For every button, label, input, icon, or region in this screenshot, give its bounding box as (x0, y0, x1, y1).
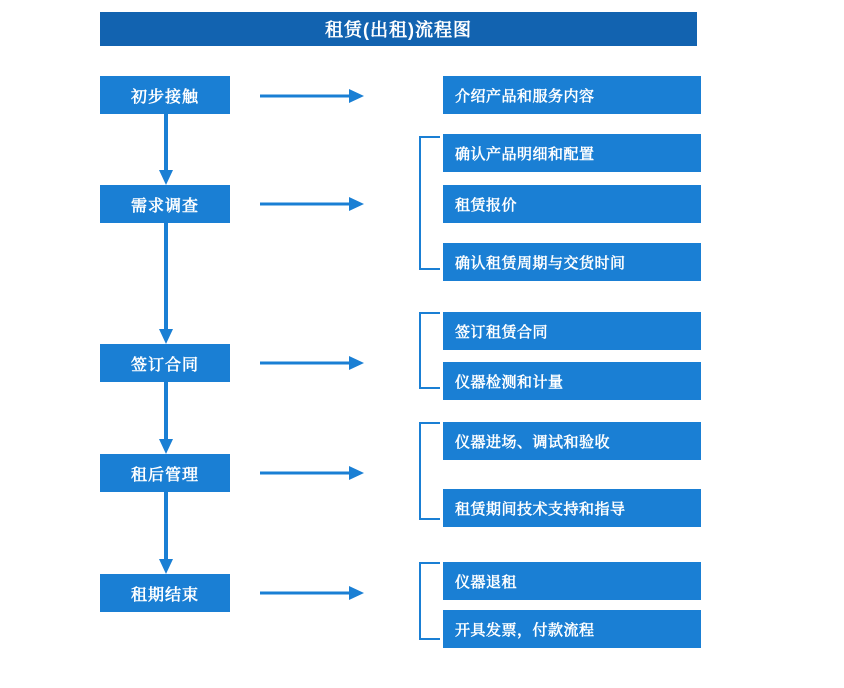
horizontal-arrow-5 (260, 585, 364, 601)
detail-box-6[interactable]: 仪器检测和计量 (443, 362, 701, 400)
stage-box-1[interactable]: 初步接触 (100, 76, 230, 114)
group-bracket-3 (418, 312, 440, 389)
stage-box-3[interactable]: 签订合同 (100, 344, 230, 382)
stage-box-5[interactable]: 租期结束 (100, 574, 230, 612)
vertical-arrow-3 (158, 382, 174, 454)
detail-box-4[interactable]: 确认租赁周期与交货时间 (443, 243, 701, 281)
group-bracket-5 (418, 562, 440, 640)
vertical-arrow-4 (158, 492, 174, 574)
group-bracket-4 (418, 422, 440, 520)
detail-box-5[interactable]: 签订租赁合同 (443, 312, 701, 350)
detail-box-2[interactable]: 确认产品明细和配置 (443, 134, 701, 172)
detail-box-8[interactable]: 租赁期间技术支持和指导 (443, 489, 701, 527)
chart-title: 租赁(出租)流程图 (100, 12, 697, 46)
horizontal-arrow-3 (260, 355, 364, 371)
group-bracket-2 (418, 136, 440, 270)
detail-box-1[interactable]: 介绍产品和服务内容 (443, 76, 701, 114)
detail-box-7[interactable]: 仪器进场、调试和验收 (443, 422, 701, 460)
detail-box-3[interactable]: 租赁报价 (443, 185, 701, 223)
horizontal-arrow-2 (260, 196, 364, 212)
detail-box-9[interactable]: 仪器退租 (443, 562, 701, 600)
vertical-arrow-1 (158, 114, 174, 185)
detail-box-10[interactable]: 开具发票，付款流程 (443, 610, 701, 648)
stage-box-4[interactable]: 租后管理 (100, 454, 230, 492)
vertical-arrow-2 (158, 223, 174, 344)
horizontal-arrow-1 (260, 88, 364, 104)
horizontal-arrow-4 (260, 465, 364, 481)
stage-box-2[interactable]: 需求调查 (100, 185, 230, 223)
